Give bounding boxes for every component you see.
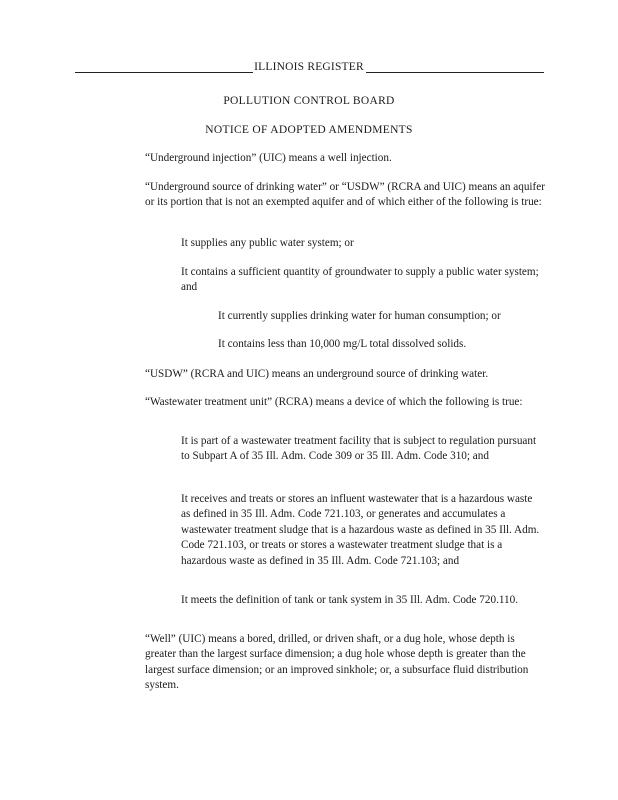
wwtu-condition-a: It is part of a wastewater treatment facility that is subject to regulation pursuant to Subpart A of 35 Ill. Adm. Code 309 or 35 Ill. Adm. Code 310; and [181,435,537,463]
usdw-condition-b-1: It currently supplies drinking water for human consumption; or [218,310,501,322]
notice-title: NOTICE OF ADOPTED AMENDMENTS [205,124,413,136]
definition-usdw: “Underground source of drinking water” or “USDW” (RCRA and UIC) means an aquifer or its portion that is not an exempted aquifer and of which either of the following is true: [145,181,545,209]
definition-wastewater-treatment-unit: “Wastewater treatment unit” (RCRA) means a device of which the following is true: [145,396,523,408]
board-name: POLLUTION CONTROL BOARD [223,95,395,107]
register-title: ILLINOIS REGISTER [254,61,364,73]
wwtu-condition-b: It receives and treats or stores an influent wastewater that is a hazardous waste as defined in 35 Ill. Adm. Code 721.103, or generates and accumulates a wastewater treatment sludge that is a hazardous waste as defined in 35 Ill. Adm. Code 721.103, or treats or stores a wastewater treatment sludge that is a hazardous waste as defined in 35 Ill. Adm. Code 721.103; and [181,493,540,567]
definition-usdw-abbrev: “USDW” (RCRA and UIC) means an underground source of drinking water. [145,368,489,380]
usdw-condition-a: It supplies any public water system; or [181,237,354,249]
definition-underground-injection: “Underground injection” (UIC) means a well injection. [145,152,392,164]
definition-well: “Well” (UIC) means a bored, drilled, or driven shaft, or a dug hole, whose depth is greater than the largest surface dimension; a dug hole whose depth is greater than the largest surface dimension; or an improved sinkhole; or, a subsurface fluid distribution system. [145,633,529,692]
usdw-condition-b: It contains a sufficient quantity of groundwater to supply a public water system; and [181,266,539,294]
wwtu-condition-c: It meets the definition of tank or tank system in 35 Ill. Adm. Code 720.110. [181,594,519,606]
usdw-condition-b-2: It contains less than 10,000 mg/L total dissolved solids. [218,338,467,350]
